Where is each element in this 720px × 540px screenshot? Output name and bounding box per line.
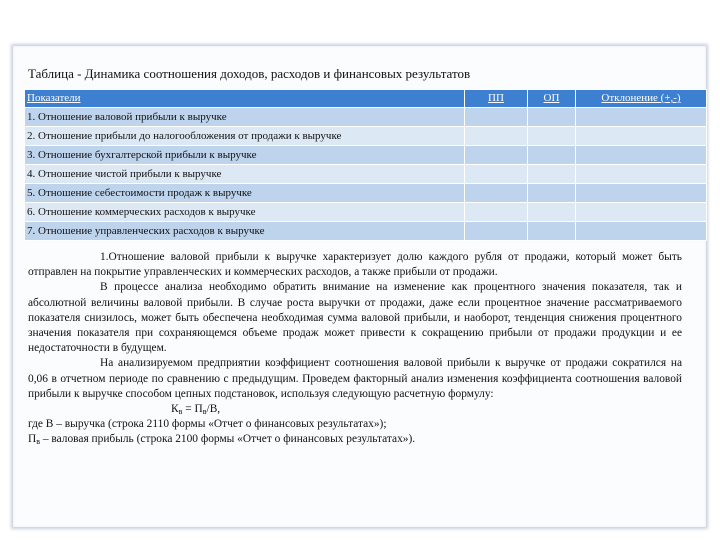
cell-pp <box>465 127 528 146</box>
header-op: ОП <box>528 90 576 108</box>
cell-op <box>528 127 576 146</box>
formula-end: /В, <box>206 403 221 416</box>
table-row <box>25 203 707 222</box>
formula-sub-1: в <box>178 407 183 417</box>
table-row <box>25 108 707 127</box>
header-pp: ПП <box>465 90 528 108</box>
cell-op <box>528 108 576 127</box>
cell-pp <box>465 222 528 241</box>
cell-pp <box>465 184 528 203</box>
row-label: 3. Отношение бухгалтерской прибыли к выручке <box>25 146 465 165</box>
row-label: 4. Отношение чистой прибыли к выручке <box>25 165 465 184</box>
row-label: 1. Отношение валовой прибыли к выручке <box>25 108 465 127</box>
header-indicators: Показатели <box>25 90 465 108</box>
dynamics-table <box>24 89 707 241</box>
formula <box>28 402 682 417</box>
row-label: 5. Отношение себестоимости продаж к выручке <box>25 184 465 203</box>
cell-deviation <box>576 222 707 241</box>
definition-line-1: где В – выручка (строка 2110 формы «Отчет о финансовых результатах»); <box>28 418 387 431</box>
row-label: 2. Отношение прибыли до налогообложения от продажи к выручке <box>25 127 465 146</box>
cell-op <box>528 203 576 222</box>
cell-deviation <box>576 108 707 127</box>
cell-pp <box>465 165 528 184</box>
table-row <box>25 127 707 146</box>
line2-sub: в <box>36 437 41 447</box>
formula-sub-2: в <box>202 407 207 417</box>
table-row <box>25 146 707 165</box>
table-row <box>25 184 707 203</box>
formula-k: К <box>171 403 179 416</box>
cell-op <box>528 184 576 203</box>
paragraph-2: В процессе анализа необходимо обратить внимание на изменение как процентного значения показателя, так и абсолютной величины валовой прибыли. В случае роста выручки от продажи, даже если процентное значение рассматриваемого показателя снизилось, может быть обеспечена необходимая сумма валовой прибыли, и наоборот, тенденция снижения процентного значения показателя при сохраняющемся объеме продаж может привести к сокращению прибыли от продажи продукции и ее недостаточности в будущем. <box>28 281 682 355</box>
cell-op <box>528 222 576 241</box>
cell-pp <box>465 203 528 222</box>
definition-line-2 <box>28 432 682 447</box>
line2-pre: П <box>28 433 37 446</box>
body-text <box>28 250 682 448</box>
line2-post: – валовая прибыль (строка 2100 формы «Отчет о финансовых результатах»). <box>40 433 416 446</box>
table-header-row <box>25 90 707 108</box>
cell-pp <box>465 108 528 127</box>
paragraph-3: На анализируемом предприятии коэффициент соотношения валовой прибыли к выручке от продажи сократился на 0,06 в отчетном периоде по сравнению с предыдущим. Проведем факторный анализ изменения коэффициента соотношения валовой прибыли к выручке способом цепных подстановок, используя следующую расчетную формулу: <box>28 357 682 400</box>
cell-deviation <box>576 203 707 222</box>
cell-deviation <box>576 127 707 146</box>
row-label: 6. Отношение коммерческих расходов к выручке <box>25 203 465 222</box>
cell-deviation <box>576 165 707 184</box>
formula-mid: = П <box>182 403 203 416</box>
table-row <box>25 222 707 241</box>
table-caption: Таблица - Динамика соотношения доходов, расходов и финансовых результатов <box>28 66 471 81</box>
row-label: 7. Отношение управленческих расходов к выручке <box>25 222 465 241</box>
header-deviation: Отклонение (+,-) <box>576 90 707 108</box>
cell-deviation <box>576 146 707 165</box>
paragraph-1: 1.Отношение валовой прибыли к выручке характеризует долю каждого рубля от продажи, который может быть отправлен на покрытие управленческих и коммерческих расходов, а также прибыли от продажи. <box>28 251 682 279</box>
cell-deviation <box>576 184 707 203</box>
cell-op <box>528 146 576 165</box>
cell-op <box>528 165 576 184</box>
cell-pp <box>465 146 528 165</box>
table-row <box>25 165 707 184</box>
